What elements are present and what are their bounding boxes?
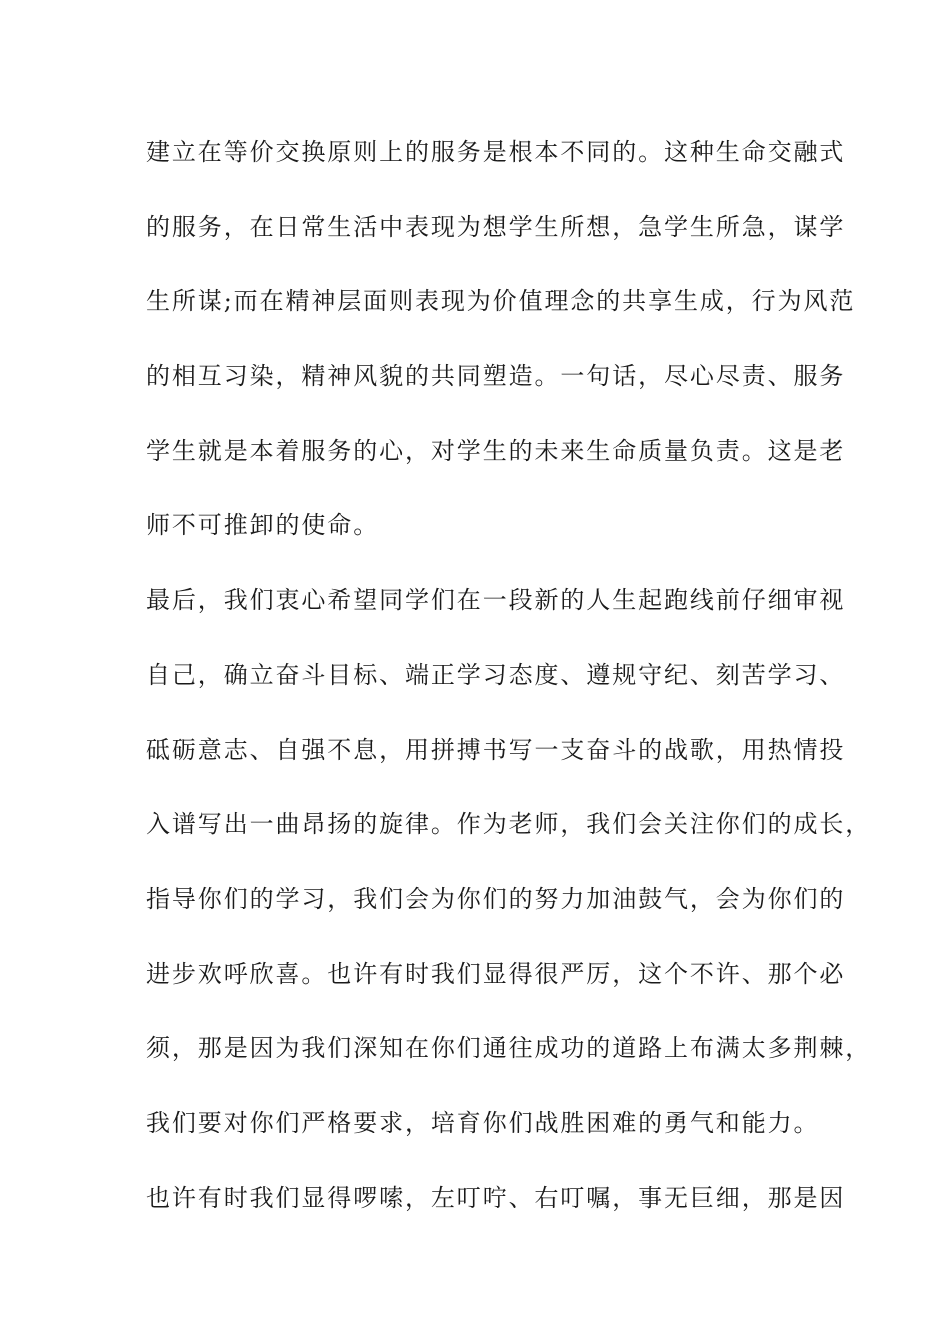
text-line: 的服务，在日常生活中表现为想学生所想，急学生所急，谋学 — [146, 212, 846, 241]
text-line: 也许有时我们显得啰嗦，左叮咛、右叮嘱，事无巨细，那是因 — [146, 1183, 846, 1212]
text-line: 师不可推卸的使命。 — [146, 511, 380, 540]
text-line: 入谱写出一曲昂扬的旋律。作为老师，我们会关注你们的成长， — [146, 810, 872, 839]
text-line: 须，那是因为我们深知在你们通往成功的道路上布满太多荆棘， — [146, 1034, 872, 1063]
text-line: 建立在等价交换原则上的服务是根本不同的。这种生命交融式 — [146, 138, 846, 166]
text-line: 学生就是本着服务的心，对学生的未来生命质量负责。这是老 — [146, 436, 846, 465]
text-line: 生所谋;而在精神层面则表现为价值理念的共享生成，行为风范 — [146, 287, 856, 316]
text-line: 砥砺意志、自强不息，用拼搏书写一支奋斗的战歌，用热情投 — [146, 735, 846, 764]
text-line: 指导你们的学习，我们会为你们的努力加油鼓气，会为你们的 — [146, 884, 846, 913]
text-line: 的相互习染，精神风貌的共同塑造。一句话，尽心尽责、服务 — [146, 362, 846, 391]
text-line: 我们要对你们严格要求，培育你们战胜困难的勇气和能力。 — [146, 1108, 820, 1137]
text-line: 自己，确立奋斗目标、端正学习态度、遵规守纪、刻苦学习、 — [146, 660, 846, 689]
text-line: 最后，我们衷心希望同学们在一段新的人生起跑线前仔细审视 — [146, 586, 846, 615]
text-line: 进步欢呼欣喜。也许有时我们显得很严厉，这个不许、那个必 — [146, 959, 846, 988]
document-body — [146, 131, 872, 1251]
